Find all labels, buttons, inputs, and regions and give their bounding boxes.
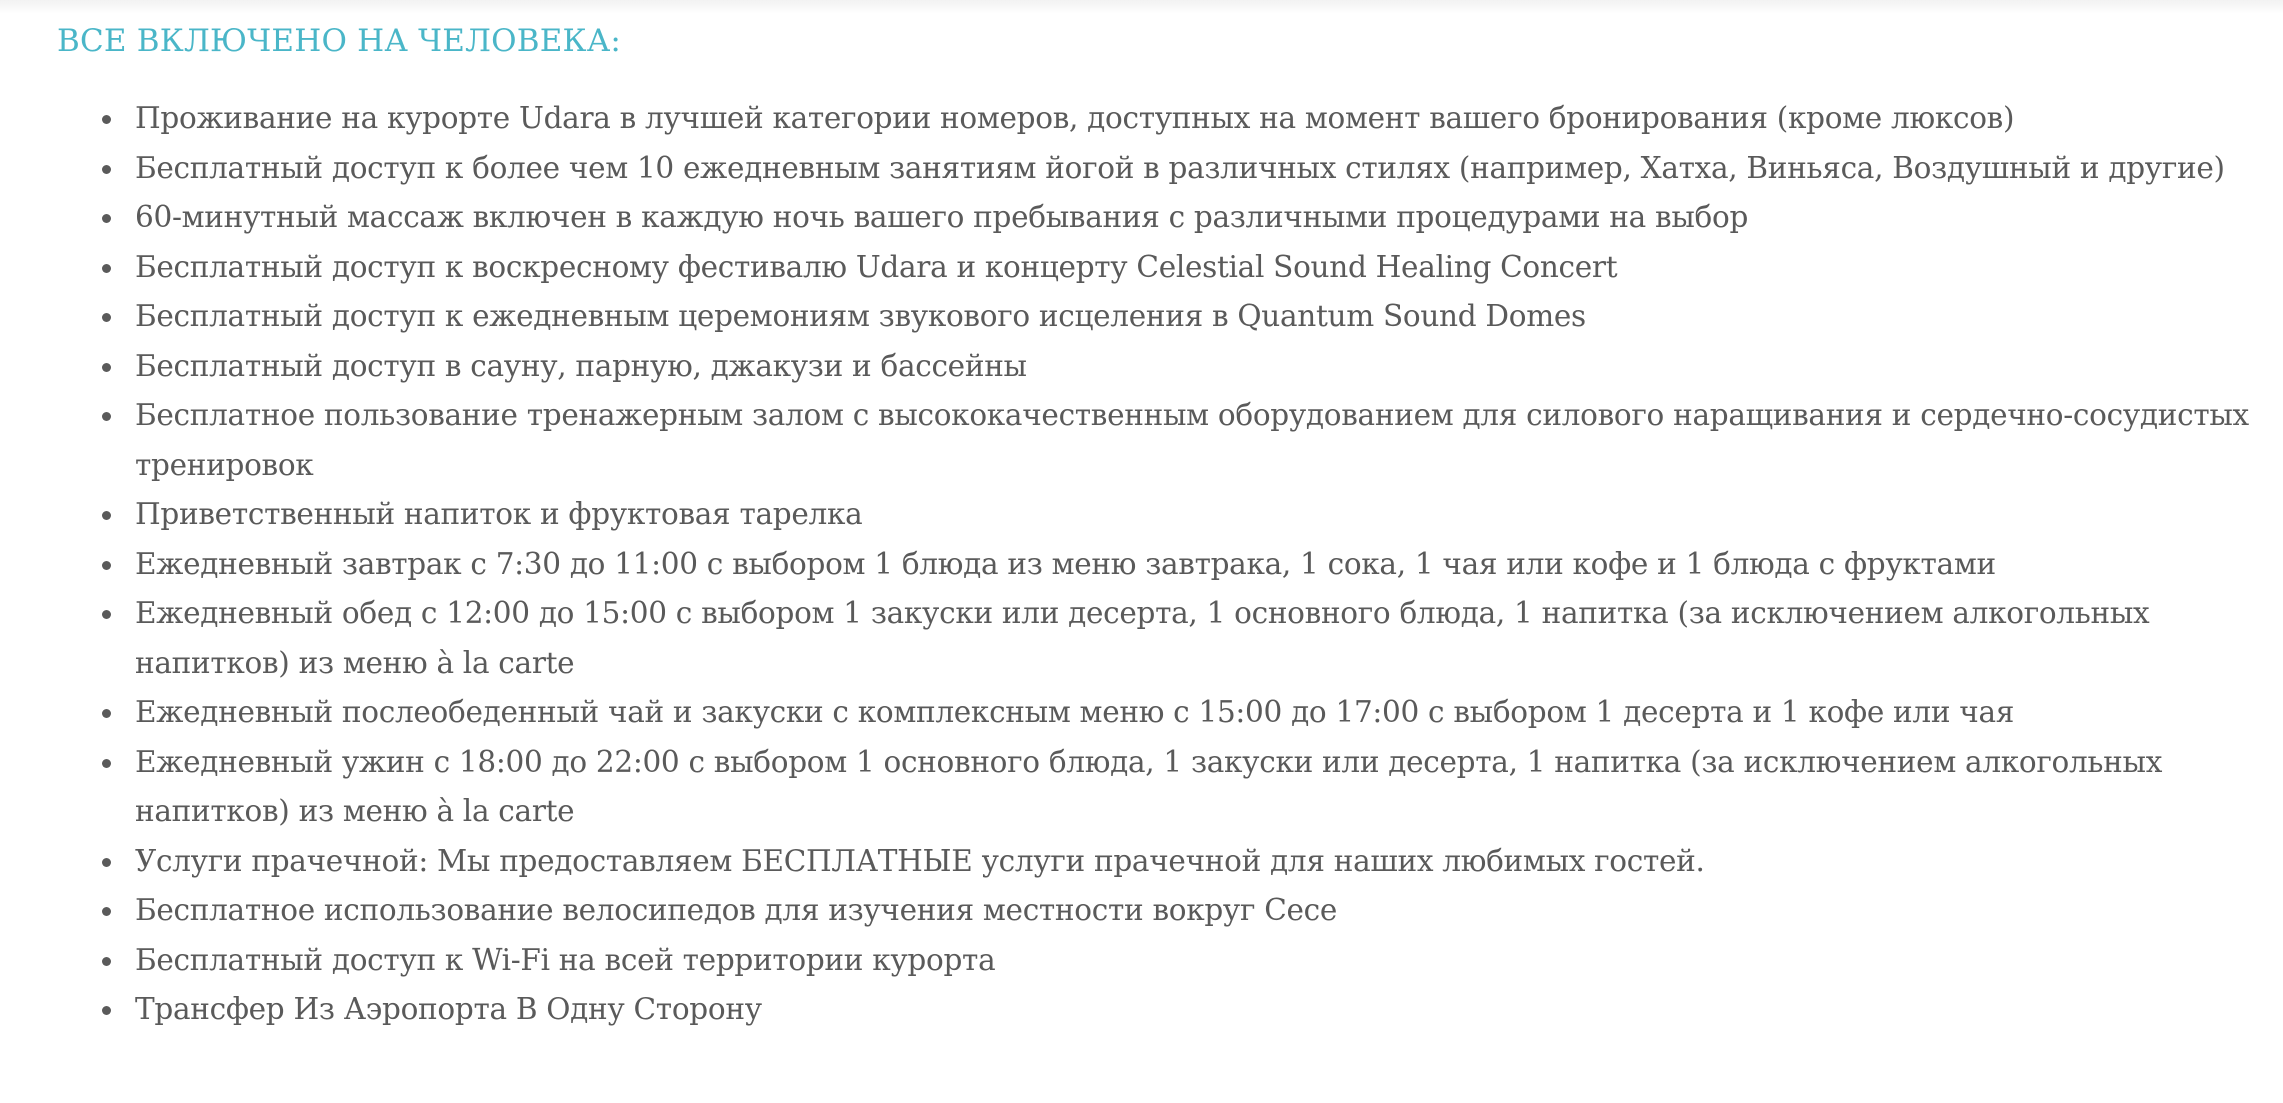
list-item: [135, 342, 2283, 392]
list-item: [135, 886, 2283, 936]
bullet-icon: [102, 412, 111, 421]
list-item: [135, 243, 2283, 293]
bullet-icon: [102, 214, 111, 223]
list-item-text: Ежедневный послеобеденный чай и закуски с комплексным меню с 15:00 до 17:00 с выбором 1 десерта и 1 кофе или чая: [135, 695, 2015, 729]
list-item-text: Услуги прачечной: Мы предоставляем БЕСПЛАТНЫЕ услуги прачечной для наших любимых гостей.: [135, 843, 1705, 878]
list-item-text: Бесплатный доступ к Wi-Fi на всей территории курорта: [135, 942, 996, 977]
list-item-text: Ежедневный обед с 12:00 до 15:00 с выбором 1 закуски или десерта, 1 основного блюда, 1 напитка (за исключением алкогольных напитков) из меню à la carte: [135, 596, 2150, 680]
bullet-icon: [102, 610, 111, 619]
list-item: [135, 738, 2283, 837]
list-item: [135, 985, 2283, 1035]
list-item: [135, 688, 2283, 738]
list-item-text: Приветственный напиток и фруктовая тарелка: [135, 497, 863, 531]
list-item: [135, 936, 2283, 986]
inclusions-section: [57, 0, 2257, 1035]
list-item: [135, 292, 2283, 342]
list-item-text: 60-минутный массаж включен в каждую ночь вашего пребывания с различными процедурами на выбор: [135, 200, 1749, 234]
list-item-text: Ежедневный завтрак с 7:30 до 11:00 с выбором 1 блюда из меню завтрака, 1 сока, 1 чая или кофе и 1 блюда с фруктами: [135, 546, 1996, 581]
bullet-icon: [102, 1006, 111, 1015]
bullet-icon: [102, 561, 111, 570]
list-item-text: Трансфер Из Аэропорта В Одну Сторону: [135, 992, 762, 1026]
list-item: [135, 837, 2283, 887]
bullet-icon: [102, 313, 111, 322]
inclusions-list: [135, 94, 2283, 1035]
list-item: [135, 94, 2283, 144]
bullet-icon: [102, 511, 111, 520]
section-heading: ВСЕ ВКЛЮЧЕНО НА ЧЕЛОВЕКА:: [57, 23, 622, 59]
bullet-icon: [102, 858, 111, 867]
list-item-text: Ежедневный ужин с 18:00 до 22:00 с выбором 1 основного блюда, 1 закуски или десерта, 1 напитка (за исключением алкогольных напитков) из меню à la carte: [135, 744, 2163, 828]
list-item-text: Бесплатный доступ к ежедневным церемониям звукового исцеления в Quantum Sound Domes: [135, 299, 1586, 333]
list-item: [135, 589, 2283, 688]
list-item-text: Бесплатное использование велосипедов для изучения местности вокруг Cece: [135, 893, 1338, 927]
bullet-icon: [102, 709, 111, 718]
bullet-icon: [102, 759, 111, 768]
list-item: [135, 391, 2283, 490]
list-item: [135, 490, 2283, 540]
list-item: [135, 144, 2283, 194]
list-item-text: Бесплатный доступ в сауну, парную, джакузи и бассейны: [135, 348, 1027, 383]
bullet-icon: [102, 165, 111, 174]
bullet-icon: [102, 363, 111, 372]
list-item: [135, 540, 2283, 590]
list-item: [135, 193, 2283, 243]
bullet-icon: [102, 264, 111, 273]
bullet-icon: [102, 907, 111, 916]
list-item-text: Проживание на курорте Udara в лучшей категории номеров, доступных на момент вашего бронирования (кроме люксов): [135, 101, 2015, 135]
bullet-icon: [102, 115, 111, 124]
bullet-icon: [102, 957, 111, 966]
list-item-text: Бесплатное пользование тренажерным залом с высококачественным оборудованием для силового наращивания и сердечно-сосудистых тренировок: [135, 398, 2249, 482]
list-item-text: Бесплатный доступ к более чем 10 ежедневным занятиям йогой в различных стилях (например, Хатха, Виньяса, Воздушный и другие): [135, 150, 2225, 185]
list-item-text: Бесплатный доступ к воскресному фестивалю Udara и концерту Celestial Sound Healing Concert: [135, 249, 1618, 284]
